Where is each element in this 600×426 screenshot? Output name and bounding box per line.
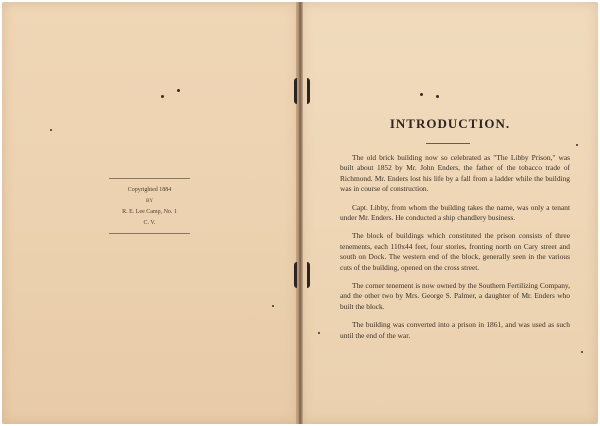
paper-speck xyxy=(436,95,439,98)
staple-top xyxy=(294,78,310,104)
paragraph: The block of buildings which constituted the prison consists of three tenements, each 110x44 feet, four stories, fronting north on Cary street and south on Dock. The western end of the block, generally seen in the various cuts of the building, opened on the cross street. xyxy=(340,231,570,272)
copyright-block xyxy=(109,178,190,234)
copyright-line: Copyrighted 1884 xyxy=(127,187,172,193)
paper-speck xyxy=(161,95,164,98)
paragraph: Capt. Libby, from whom the building takes the name, was only a tenant under Mr. Enders. He conducted a ship chandlery business. xyxy=(340,202,570,223)
paper-speck xyxy=(581,351,583,353)
staple-bottom xyxy=(294,262,310,288)
paper-speck xyxy=(50,129,52,131)
paper-speck xyxy=(177,89,180,92)
page-title: INTRODUCTION. xyxy=(389,116,511,131)
copyright-by: BY xyxy=(146,199,153,204)
copyright-cv: C. V. xyxy=(143,220,156,226)
paper-speck xyxy=(576,144,578,146)
paper-speck xyxy=(318,332,320,334)
paragraph: The corner tenement is now owned by the Southern Fertilizing Company, and the other two by Mrs. George S. Palmer, a daughter of Mr. Enders who built the block. xyxy=(340,281,570,311)
intro-body xyxy=(340,153,570,349)
paper-speck xyxy=(420,93,423,96)
copyright-owner: R. E. Lee Camp, No. 1 xyxy=(122,209,177,215)
paper-speck xyxy=(272,305,274,307)
paragraph: The old brick building now so celebrated as "The Libby Prison," was built about 1852 by Mr. John Enders, the father of the tobacco trade of Richmond. Mr. Enders lost his life by a fall from a ladder while the building was in course of construction. xyxy=(340,153,570,194)
book-gutter xyxy=(296,2,303,424)
title-rule xyxy=(426,143,470,144)
paragraph: The building was converted into a prison in 1861, and was used as such until the end of the war. xyxy=(340,320,570,340)
